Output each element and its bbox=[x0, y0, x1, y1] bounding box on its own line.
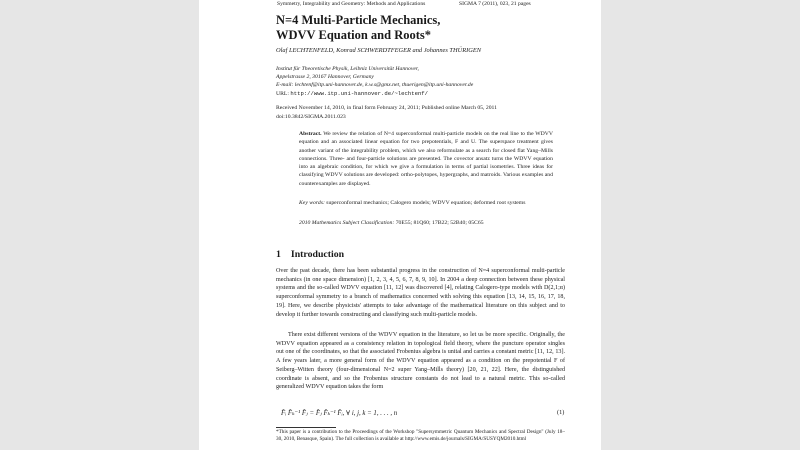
affiliation-institute: Institut für Theoretische Physik, Leibniz Universität Hannover, bbox=[276, 66, 419, 72]
author-url-link[interactable]: http://www.itp.uni-hannover.de/~lechtenf/ bbox=[290, 89, 429, 97]
paper-page bbox=[199, 0, 601, 450]
section-number: 1 bbox=[276, 249, 281, 260]
title-line-2: WDVV Equation and Roots* bbox=[276, 28, 432, 42]
citation-header: SIGMA 7 (2011), 023, 21 pages bbox=[459, 1, 531, 7]
journal-header: Symmetry, Integrability and Geometry: Methods and Applications bbox=[277, 1, 426, 7]
footnote-divider bbox=[276, 427, 336, 428]
authors: Olaf LECHTENFELD, Konrad SCHWERDTFEGER and Johannes THÜRIGEN bbox=[276, 47, 482, 54]
intro-paragraph-2: There exist different versions of the WDVV equation in the literature, so let us be more specific. Originally, the WDVV equation appeared as a consistency relation in topological field theory, where the puncture operator singles out one of the coordinates, so that the associated Frobenius algebra is unital and carries a constant metric [11, 12, 13]. A few years later, a more general form of the WDVV equation appeared as a condition on the prepotential F of Seiberg–Witten theory (four-dimensional N=2 super Yang–Mills theory) [20, 21, 22]. Here, the distinguished coordinate is absent, and so the Frobenius structure constants do not lead to a natural metric. This so-called generalized WDVV equation takes the form bbox=[276, 332, 565, 391]
abstract bbox=[299, 130, 553, 188]
affiliation bbox=[276, 65, 473, 98]
paper-title bbox=[276, 13, 440, 43]
abstract-text: We review the relation of N=4 superconformal multi-particle models on the real line to the WDVV equation and an associated linear equation for two prepotentials, F and U. The superspace treatment gives another variant of the integrability problem, which we also reformulate as a search for closed flat Yang–Mills connections. Three- and four-particle solutions are presented. The covector ansatz turns the WDVV equation into an algebraic condition, for which we give a formulation in terms of partial isometries. Three ideas for classifying WDVV solutions are developed: ortho-polytopes, hypergraphs, and matroids. Various examples and counterexamples are displayed. bbox=[299, 131, 553, 187]
affiliation-address: Appelstrasse 2, 30167 Hannover, Germany bbox=[276, 74, 374, 81]
doi-link[interactable]: doi:10.3842/SIGMA.2011.023 bbox=[276, 113, 346, 120]
intro-paragraph-1: Over the past decade, there has been substantial progress in the construction of N=4 superconformal multi-particle mechanics (in one space dimension) [1, 2, 3, 4, 5, 6, 7, 8, 9, 10]. In 2004 a deep connection between these physical systems and the so-called WDVV equation [11, 12] was discovered [4], relating Calogero-type models with D(2,1;α) superconformal symmetry to a branch of mathematics concerned with solving this equation [13, 14, 15, 16, 17, 18, 19]. Here, we describe physicists' attempts to take advantage of the mathematical literature on this subject and to develop it further towards constructing and classifying such multi-particle models. bbox=[276, 268, 565, 318]
affiliation-url-row bbox=[276, 90, 473, 98]
url-label: URL: bbox=[276, 90, 289, 97]
equation-number: (1) bbox=[557, 409, 565, 416]
section-heading bbox=[276, 249, 344, 260]
msc-label: 2010 Mathematics Subject Classification: bbox=[299, 220, 395, 226]
keywords bbox=[299, 199, 553, 207]
received-dates: Received November 14, 2010, in final form February 24, 2011; Published online March 05, 2011 bbox=[276, 105, 498, 111]
footnote: *This paper is a contribution to the Proceedings of the Workshop "Supersymmetric Quantum Mechanics and Spectral Design" (July 18–30, 2010, Benasque, Spain). The full collection is available at http://www.emis.de/journals/SIGMA/SUSYQM2010.html bbox=[276, 429, 565, 443]
affiliation-email: E-mail: lechtenf@itp.uni-hannover.de, k.w.s@gmx.net, thuerigen@itp.uni-hannover.de bbox=[276, 82, 474, 89]
wdvv-equation: F̂ᵢ F̂ₖ⁻¹ F̂ⱼ = F̂ⱼ F̂ₖ⁻¹ F̂ᵢ, ∀ i, j, k = 1, . . . , n bbox=[281, 410, 398, 417]
title-line-1: N=4 Multi-Particle Mechanics, bbox=[276, 13, 441, 27]
abstract-label: Abstract. bbox=[299, 131, 322, 137]
section-title: Introduction bbox=[290, 249, 345, 260]
msc-codes: 70E55; 81Q60; 17B22; 52B40; 05C65 bbox=[395, 220, 484, 226]
publication-info bbox=[276, 104, 497, 121]
msc-classification bbox=[299, 220, 553, 226]
keywords-text: superconformal mechanics; Calogero models; WDVV equation; deformed root systems bbox=[326, 200, 526, 206]
keywords-label: Key words: bbox=[299, 200, 325, 206]
